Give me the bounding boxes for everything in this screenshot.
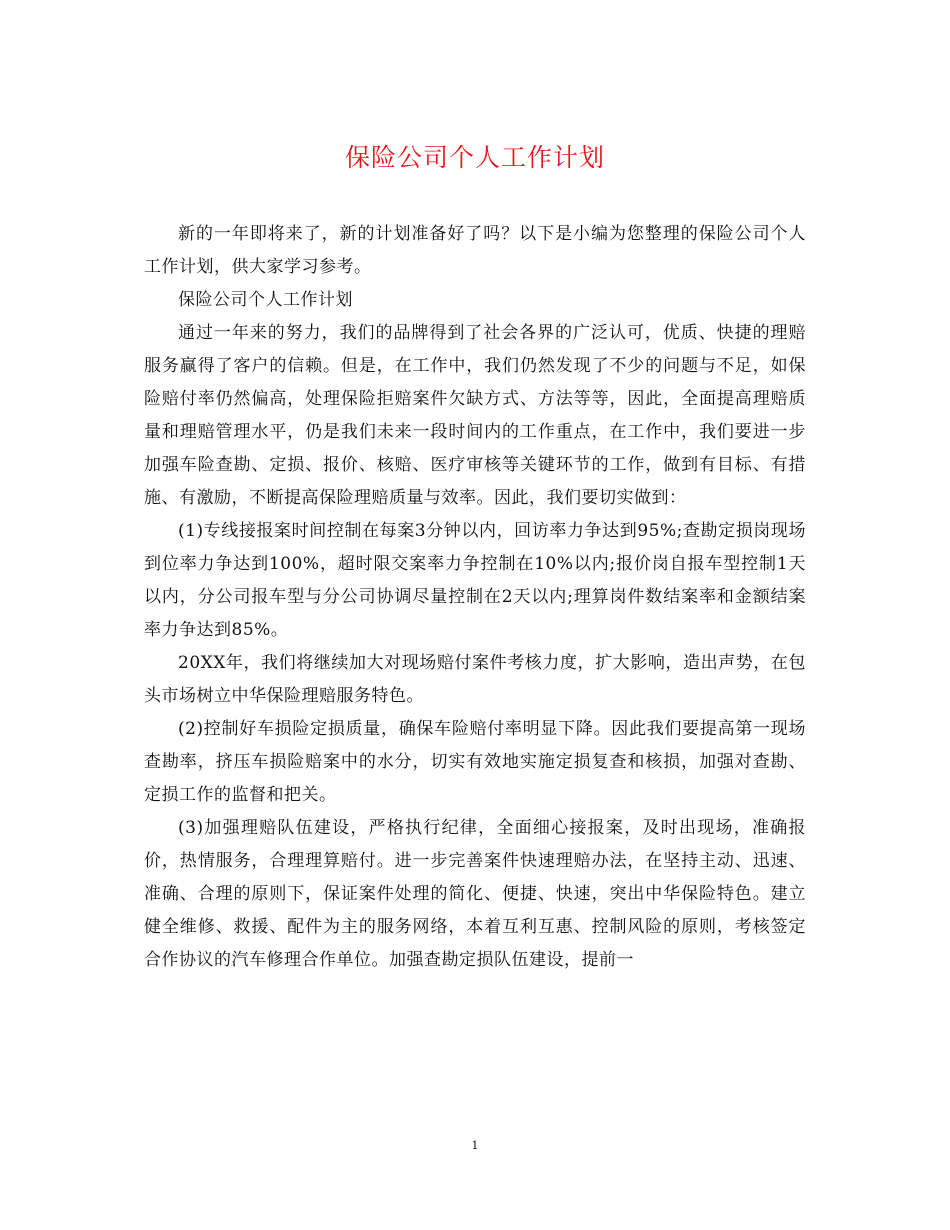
paragraph-item-3: (3)加强理赔队伍建设，严格执行纪律，全面细心接报案，及时出现场，准确报价，热情服务，合理理算赔付。进一步完善案件快速理赔办法，在坚持主动、迅速、准确、合理的原则下，保证案件处理的简化、便捷、快速，突出中华保险特色。建立健全维修、救援、配件为主的服务网络，本着互利互惠、控制风险的原则，考核签定合作协议的汽车修理合作单位。加强查勘定损队伍建设，提前一 — [144, 818, 806, 970]
paragraph-intro: 新的一年即将来了，新的计划准备好了吗？以下是小编为您整理的保险公司个人工作计划，供大家学习参考。 — [144, 224, 806, 277]
paragraph-item-1: (1)专线接报案时间控制在每案3分钟以内，回访率力争达到95%;查勘定损岗现场到位率力争达到100%，超时限交案率力争控制在10%以内;报价岗自报车型控制1天以内，分公司报车型与分公司协调尽量控制在2天以内;理算岗件数结案率和金额结案率力争达到85%。 — [144, 521, 806, 640]
paragraph-summary: 通过一年来的努力，我们的品牌得到了社会各界的广泛认可，优质、快捷的理赔服务赢得了客户的信赖。但是，在工作中，我们仍然发现了不少的问题与不足，如保险赔付率仍然偏高，处理保险拒赔案件欠缺方式、方法等等，因此，全面提高理赔质量和理赔管理水平，仍是我们未来一段时间内的工作重点，在工作中，我们要进一步加强车险查勘、定损、报价、核赔、医疗审核等关键环节的工作，做到有目标、有措施、有激励，不断提高保险理赔质量与效率。因此，我们要切实做到： — [144, 323, 806, 508]
paragraph-item-2: (2)控制好车损险定损质量，确保车险赔付率明显下降。因此我们要提高第一现场查勘率，挤压车损险赔案中的水分，切实有效地实施定损复查和核损，加强对查勘、定损工作的监督和把关。 — [144, 719, 806, 805]
paragraph-subtitle: 保险公司个人工作计划 — [178, 290, 353, 310]
document-body — [144, 218, 806, 977]
document-title: 保险公司个人工作计划 — [344, 143, 605, 172]
page-number: 1 — [471, 1139, 479, 1152]
paragraph-year-goal: 20XX年，我们将继续加大对现场赔付案件考核力度，扩大影响，造出声势，在包头市场树立中华保险理赔服务特色。 — [144, 653, 806, 706]
